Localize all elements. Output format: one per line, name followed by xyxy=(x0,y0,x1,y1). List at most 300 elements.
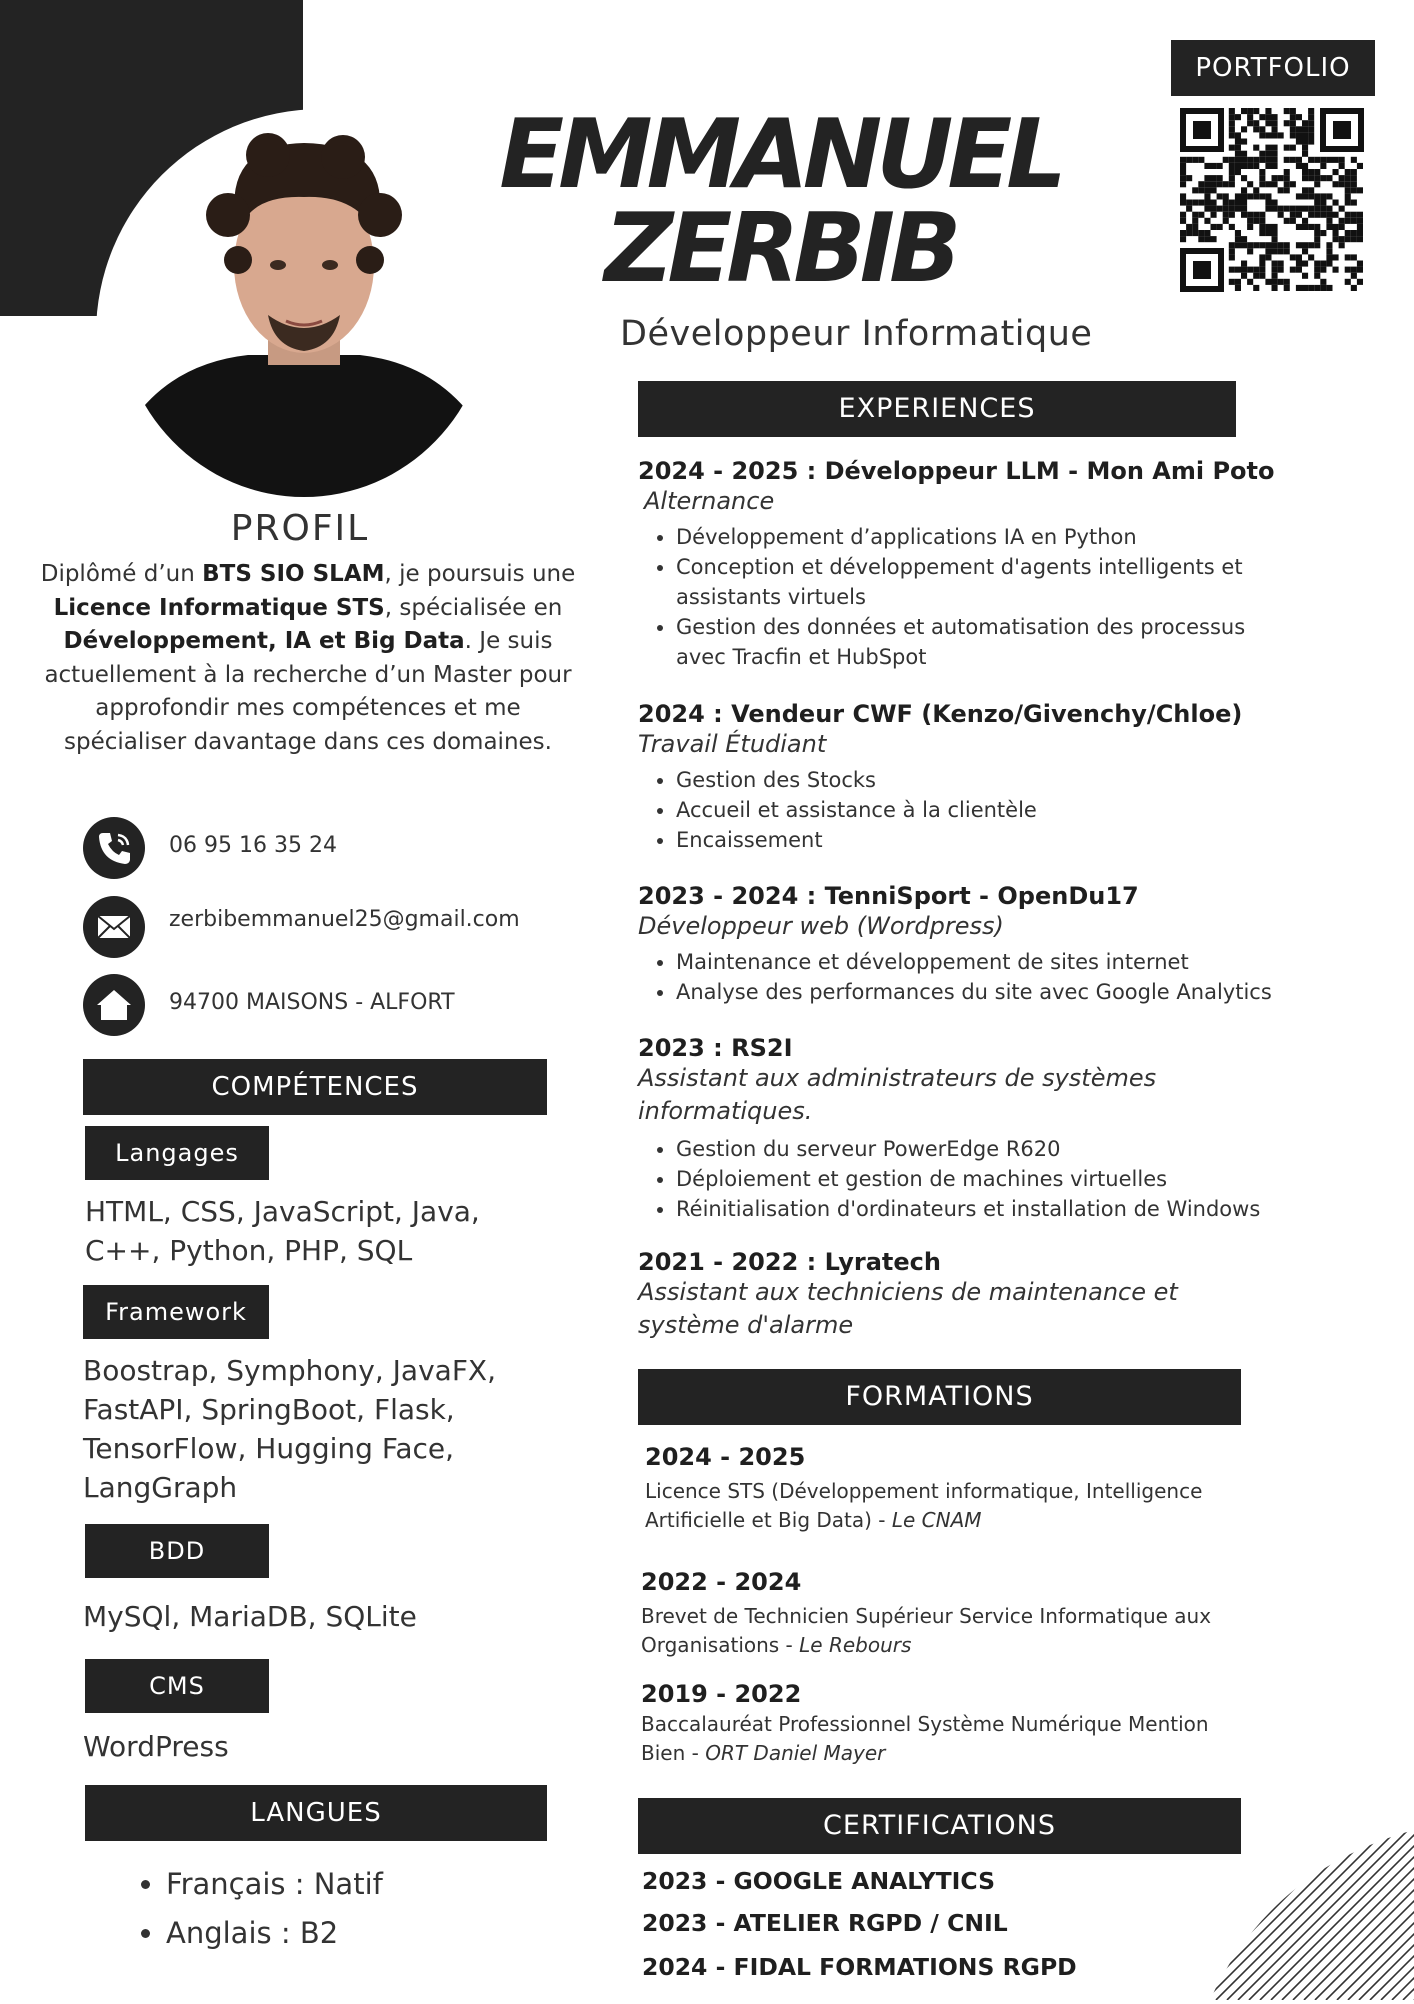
experience-tasks xyxy=(638,1134,1338,1224)
qr-module xyxy=(1253,108,1259,114)
qr-module xyxy=(1314,206,1320,212)
qr-module xyxy=(1326,261,1332,267)
qr-module xyxy=(1339,181,1345,187)
qr-module xyxy=(1265,242,1271,248)
qr-module xyxy=(1351,267,1357,273)
qr-module xyxy=(1253,212,1259,218)
qr-module xyxy=(1278,261,1284,267)
qr-module xyxy=(1180,157,1186,163)
qr-module xyxy=(1198,200,1204,206)
qr-module xyxy=(1217,224,1223,230)
qr-module xyxy=(1180,175,1186,181)
qr-module xyxy=(1284,108,1290,114)
qr-module xyxy=(1296,242,1302,248)
qr-module xyxy=(1259,132,1265,138)
qr-module xyxy=(1241,206,1247,212)
formation-description xyxy=(641,1602,1261,1660)
qr-module xyxy=(1253,157,1259,163)
qr-module xyxy=(1235,169,1241,175)
qr-module xyxy=(1320,279,1326,285)
qr-module xyxy=(1198,230,1204,236)
skill-list: WordPress xyxy=(83,1730,229,1763)
qr-module xyxy=(1217,193,1223,199)
qr-module xyxy=(1229,200,1235,206)
qr-module xyxy=(1241,267,1247,273)
skill-list: MySQl, MariaDB, SQLite xyxy=(83,1600,417,1633)
formation-school: Le CNAM xyxy=(891,1508,982,1532)
hatch-line xyxy=(1210,1830,1221,2000)
qr-module xyxy=(1278,175,1284,181)
hatch-line xyxy=(1381,1830,1414,2000)
qr-module xyxy=(1229,254,1235,260)
qr-module xyxy=(1339,242,1345,248)
qr-module xyxy=(1198,212,1204,218)
qr-module xyxy=(1339,206,1345,212)
qr-module xyxy=(1265,114,1271,120)
qr-module xyxy=(1345,187,1351,193)
qr-module xyxy=(1247,193,1253,199)
qr-module xyxy=(1247,218,1253,224)
qr-module xyxy=(1241,273,1247,279)
experience-title: 2024 - 2025 : Développeur LLM - Mon Ami Poto xyxy=(638,457,1275,485)
qr-module xyxy=(1241,108,1247,114)
qr-module xyxy=(1192,230,1198,236)
qr-module xyxy=(1235,151,1241,157)
qr-module xyxy=(1265,279,1271,285)
qr-module xyxy=(1241,261,1247,267)
experience-entry xyxy=(638,457,1338,672)
qr-module xyxy=(1198,157,1204,163)
qr-module xyxy=(1345,230,1351,236)
qr-module xyxy=(1351,212,1357,218)
qr-module xyxy=(1253,187,1259,193)
formation-description xyxy=(645,1477,1205,1535)
qr-module xyxy=(1211,212,1217,218)
qr-module xyxy=(1308,114,1314,120)
qr-module xyxy=(1247,157,1253,163)
qr-module xyxy=(1247,181,1253,187)
qr-module xyxy=(1259,218,1265,224)
qr-module xyxy=(1314,236,1320,242)
qr-module xyxy=(1296,285,1302,291)
qr-module xyxy=(1265,120,1271,126)
qr-module xyxy=(1229,242,1235,248)
qr-module xyxy=(1357,279,1363,285)
qr-module xyxy=(1259,267,1265,273)
qr-module xyxy=(1241,236,1247,242)
qr-module xyxy=(1314,224,1320,230)
postal-address: 94700 MAISONS - ALFORT xyxy=(169,990,455,1015)
hatch-line xyxy=(1227,1830,1397,2000)
formations-heading: FORMATIONS xyxy=(638,1369,1241,1425)
qr-module xyxy=(1284,169,1290,175)
qr-module xyxy=(1326,254,1332,260)
qr-module xyxy=(1241,151,1247,157)
skill-category-label: BDD xyxy=(85,1524,269,1578)
qr-module xyxy=(1296,206,1302,212)
qr-module xyxy=(1259,242,1265,248)
qr-module xyxy=(1308,206,1314,212)
qr-module xyxy=(1345,175,1351,181)
qr-module xyxy=(1345,279,1351,285)
qr-module xyxy=(1345,254,1351,260)
qr-module xyxy=(1265,132,1271,138)
qr-module xyxy=(1351,273,1357,279)
qr-module xyxy=(1357,163,1363,169)
qr-module xyxy=(1186,230,1192,236)
qr-module xyxy=(1180,230,1186,236)
qr-module xyxy=(1296,126,1302,132)
experience-entry xyxy=(638,882,1338,1007)
formation-degree: Licence STS (Développement informatique, Intelligence Artificielle et Big Data) - xyxy=(645,1479,1203,1532)
qr-module xyxy=(1326,206,1332,212)
qr-module xyxy=(1345,200,1351,206)
qr-module xyxy=(1223,206,1229,212)
qr-module xyxy=(1296,224,1302,230)
experience-role: Développeur web (Wordpress) xyxy=(638,912,1004,940)
experience-role: Alternance xyxy=(644,487,775,515)
qr-module xyxy=(1345,212,1351,218)
qr-module xyxy=(1204,163,1210,169)
qr-module xyxy=(1272,132,1278,138)
qr-module xyxy=(1192,218,1198,224)
list-item: • Encaissement xyxy=(676,825,1338,855)
qr-module xyxy=(1308,193,1314,199)
qr-module xyxy=(1351,157,1357,163)
qr-module xyxy=(1223,212,1229,218)
qr-module xyxy=(1326,212,1332,218)
qr-module xyxy=(1314,157,1320,163)
qr-module xyxy=(1259,175,1265,181)
qr-module xyxy=(1296,157,1302,163)
profil-text-part: , spécialisée en xyxy=(384,594,563,621)
qr-module xyxy=(1284,285,1290,291)
qr-module xyxy=(1333,230,1339,236)
qr-module xyxy=(1272,120,1278,126)
qr-module xyxy=(1198,236,1204,242)
qr-module xyxy=(1265,108,1271,114)
qr-module xyxy=(1357,261,1363,267)
email-address[interactable]: zerbibemmanuel25@gmail.com xyxy=(169,907,520,932)
profil-highlight: Développement, IA et Big Data xyxy=(63,628,465,654)
formation-entry xyxy=(641,1568,1281,1660)
qr-module xyxy=(1308,224,1314,230)
qr-module xyxy=(1241,242,1247,248)
qr-module xyxy=(1302,273,1308,279)
list-item: • Développement d’applications IA en Python xyxy=(676,522,1296,552)
qr-module xyxy=(1351,175,1357,181)
qr-module xyxy=(1357,224,1363,230)
experience-entry xyxy=(638,1034,1338,1224)
qr-module xyxy=(1235,279,1241,285)
qr-module xyxy=(1180,169,1186,175)
qr-module xyxy=(1241,187,1247,193)
qr-module xyxy=(1351,200,1357,206)
qr-module xyxy=(1229,212,1235,218)
qr-module xyxy=(1235,193,1241,199)
hatch-line xyxy=(1210,1830,1243,2000)
qr-module xyxy=(1272,145,1278,151)
qr-module xyxy=(1278,248,1284,254)
experiences-heading: EXPERIENCES xyxy=(638,381,1236,437)
qr-module xyxy=(1204,181,1210,187)
qr-module xyxy=(1290,114,1296,120)
qr-module xyxy=(1351,169,1357,175)
qr-module xyxy=(1235,145,1241,151)
certification-item: 2023 - GOOGLE ANALYTICS xyxy=(642,1867,996,1895)
qr-module xyxy=(1235,132,1241,138)
qr-module xyxy=(1247,267,1253,273)
qr-module xyxy=(1247,212,1253,218)
qr-module xyxy=(1235,206,1241,212)
qr-module xyxy=(1302,175,1308,181)
qr-module xyxy=(1308,139,1314,145)
qr-module xyxy=(1314,273,1320,279)
qr-module xyxy=(1308,285,1314,291)
qr-module xyxy=(1314,193,1320,199)
qr-module xyxy=(1320,157,1326,163)
qr-module xyxy=(1259,114,1265,120)
qr-module xyxy=(1272,114,1278,120)
qr-module xyxy=(1192,187,1198,193)
qr-module xyxy=(1229,126,1235,132)
qr-module xyxy=(1357,230,1363,236)
qr-module xyxy=(1211,181,1217,187)
qr-module xyxy=(1357,187,1363,193)
qr-module xyxy=(1180,236,1186,242)
profil-text-part: . Je suis actuellement à la recherche d’un Master pour approfondir mes compétences et me spécialiser davantage dans ces domaines. xyxy=(44,628,572,755)
qr-module xyxy=(1265,200,1271,206)
qr-module xyxy=(1272,236,1278,242)
qr-module xyxy=(1247,163,1253,169)
qr-module xyxy=(1235,139,1241,145)
qr-module xyxy=(1333,267,1339,273)
profil-text xyxy=(38,558,578,759)
qr-module xyxy=(1247,279,1253,285)
qr-module xyxy=(1253,273,1259,279)
qr-module xyxy=(1339,236,1345,242)
qr-module xyxy=(1241,200,1247,206)
qr-module xyxy=(1272,224,1278,230)
qr-module xyxy=(1351,236,1357,242)
qr-module xyxy=(1265,224,1271,230)
qr-module xyxy=(1351,285,1357,291)
profile-photo xyxy=(118,115,490,497)
hatch-line xyxy=(1210,1830,1375,2000)
qr-module xyxy=(1192,224,1198,230)
experience-tasks xyxy=(638,765,1338,855)
qr-module xyxy=(1180,193,1186,199)
qr-module xyxy=(1241,175,1247,181)
qr-module xyxy=(1180,181,1186,187)
qr-module xyxy=(1345,218,1351,224)
list-item: • Français : Natif xyxy=(166,1860,383,1909)
qr-module xyxy=(1204,206,1210,212)
qr-module xyxy=(1296,114,1302,120)
qr-module xyxy=(1308,157,1314,163)
qr-module xyxy=(1259,169,1265,175)
qr-module xyxy=(1351,187,1357,193)
qr-module xyxy=(1314,230,1320,236)
qr-module xyxy=(1333,157,1339,163)
qr-module xyxy=(1308,120,1314,126)
qr-module xyxy=(1186,157,1192,163)
qr-module xyxy=(1204,230,1210,236)
qr-module xyxy=(1259,151,1265,157)
qr-module xyxy=(1235,236,1241,242)
portfolio-qr-code[interactable] xyxy=(1180,108,1364,292)
qr-module xyxy=(1290,254,1296,260)
qr-module xyxy=(1284,242,1290,248)
qr-module xyxy=(1272,206,1278,212)
list-item: • Gestion des Stocks xyxy=(676,765,1338,795)
qr-module xyxy=(1229,120,1235,126)
qr-module xyxy=(1278,267,1284,273)
qr-module xyxy=(1284,175,1290,181)
qr-module xyxy=(1265,145,1271,151)
qr-module xyxy=(1272,285,1278,291)
qr-module xyxy=(1229,157,1235,163)
qr-module xyxy=(1272,181,1278,187)
phone-number[interactable]: 06 95 16 35 24 xyxy=(169,833,337,858)
formation-entry xyxy=(641,1680,1281,1768)
qr-module xyxy=(1241,163,1247,169)
qr-module xyxy=(1272,248,1278,254)
qr-module xyxy=(1308,126,1314,132)
qr-module xyxy=(1223,218,1229,224)
qr-module xyxy=(1192,212,1198,218)
skill-list: Boostrap, Symphony, JavaFX, FastAPI, SpringBoot, Flask, TensorFlow, Hugging Face, LangGraph xyxy=(83,1354,496,1504)
qr-module xyxy=(1290,267,1296,273)
hatch-line xyxy=(1210,1830,1232,2000)
qr-module xyxy=(1333,200,1339,206)
experience-entry xyxy=(638,700,1338,855)
qr-module xyxy=(1345,236,1351,242)
qr-module xyxy=(1253,242,1259,248)
qr-module xyxy=(1180,218,1186,224)
list-item: • Gestion des données et automatisation des processus avec Tracfin et HubSpot xyxy=(676,612,1296,672)
list-item: • Maintenance et développement de sites internet xyxy=(676,947,1338,977)
qr-module xyxy=(1314,242,1320,248)
qr-module xyxy=(1259,254,1265,260)
qr-module xyxy=(1314,267,1320,273)
qr-module xyxy=(1296,212,1302,218)
experience-role: Assistant aux techniciens de maintenance et système d'alarme xyxy=(638,1278,1178,1339)
qr-module xyxy=(1302,187,1308,193)
qr-module xyxy=(1320,175,1326,181)
language-list xyxy=(130,1860,383,1958)
qr-module xyxy=(1278,132,1284,138)
qr-module xyxy=(1345,181,1351,187)
formation-school: ORT Daniel Mayer xyxy=(705,1741,886,1765)
formation-years: 2019 - 2022 xyxy=(641,1680,802,1708)
formation-years: 2024 - 2025 xyxy=(645,1443,806,1471)
qr-module xyxy=(1272,230,1278,236)
qr-module xyxy=(1211,224,1217,230)
list-item: • Déploiement et gestion de machines virtuelles xyxy=(676,1164,1338,1194)
qr-module xyxy=(1320,267,1326,273)
formation-years: 2022 - 2024 xyxy=(641,1568,802,1596)
qr-module xyxy=(1339,163,1345,169)
list-item: • Analyse des performances du site avec Google Analytics xyxy=(676,977,1338,1007)
qr-module xyxy=(1272,267,1278,273)
qr-module xyxy=(1290,206,1296,212)
qr-module xyxy=(1320,212,1326,218)
experience-title: 2023 : RS2I xyxy=(638,1034,793,1062)
qr-module xyxy=(1339,175,1345,181)
qr-module xyxy=(1272,163,1278,169)
qr-module xyxy=(1265,151,1271,157)
qr-module xyxy=(1302,169,1308,175)
qr-module xyxy=(1308,108,1314,114)
qr-module xyxy=(1302,151,1308,157)
qr-module xyxy=(1314,261,1320,267)
qr-module xyxy=(1211,187,1217,193)
qr-module xyxy=(1235,230,1241,236)
qr-module xyxy=(1259,157,1265,163)
qr-module xyxy=(1259,224,1265,230)
skill-list: HTML, CSS, JavaScript, Java, C++, Python, PHP, SQL xyxy=(85,1195,480,1267)
qr-module xyxy=(1320,285,1326,291)
qr-module xyxy=(1265,230,1271,236)
qr-module xyxy=(1241,212,1247,218)
formation-description xyxy=(641,1710,1241,1768)
hatch-line xyxy=(1210,1830,1309,2000)
qr-module xyxy=(1302,218,1308,224)
qr-module xyxy=(1204,187,1210,193)
full-name xyxy=(440,100,1120,304)
qr-module xyxy=(1247,224,1253,230)
qr-module xyxy=(1308,212,1314,218)
qr-module xyxy=(1229,169,1235,175)
qr-module xyxy=(1308,175,1314,181)
qr-module xyxy=(1326,285,1332,291)
qr-module xyxy=(1186,206,1192,212)
qr-module xyxy=(1229,181,1235,187)
qr-module xyxy=(1259,193,1265,199)
qr-module xyxy=(1211,175,1217,181)
qr-module xyxy=(1229,248,1235,254)
qr-module xyxy=(1229,132,1235,138)
experience-title: 2023 - 2024 : TenniSport - OpenDu17 xyxy=(638,882,1139,910)
hatch-line xyxy=(1216,1830,1386,2000)
qr-module xyxy=(1180,163,1186,169)
list-item: • Conception et développement d'agents intelligents et assistants virtuels xyxy=(676,552,1296,612)
qr-module xyxy=(1314,285,1320,291)
home-icon xyxy=(83,974,145,1036)
qr-module xyxy=(1186,224,1192,230)
qr-module xyxy=(1217,206,1223,212)
qr-module xyxy=(1259,230,1265,236)
qr-module xyxy=(1223,200,1229,206)
last-name: ZERBIB xyxy=(604,194,956,304)
qr-module xyxy=(1302,248,1308,254)
hatch-decoration xyxy=(1210,1830,1414,2000)
formation-school: Le Rebours xyxy=(799,1633,912,1657)
qr-module xyxy=(1308,254,1314,260)
qr-module xyxy=(1314,175,1320,181)
qr-module xyxy=(1272,200,1278,206)
qr-module xyxy=(1302,126,1308,132)
qr-module xyxy=(1253,120,1259,126)
qr-module xyxy=(1235,163,1241,169)
qr-module xyxy=(1320,200,1326,206)
qr-module xyxy=(1186,200,1192,206)
qr-module xyxy=(1308,132,1314,138)
qr-module xyxy=(1296,139,1302,145)
qr-module xyxy=(1223,193,1229,199)
qr-module xyxy=(1284,248,1290,254)
